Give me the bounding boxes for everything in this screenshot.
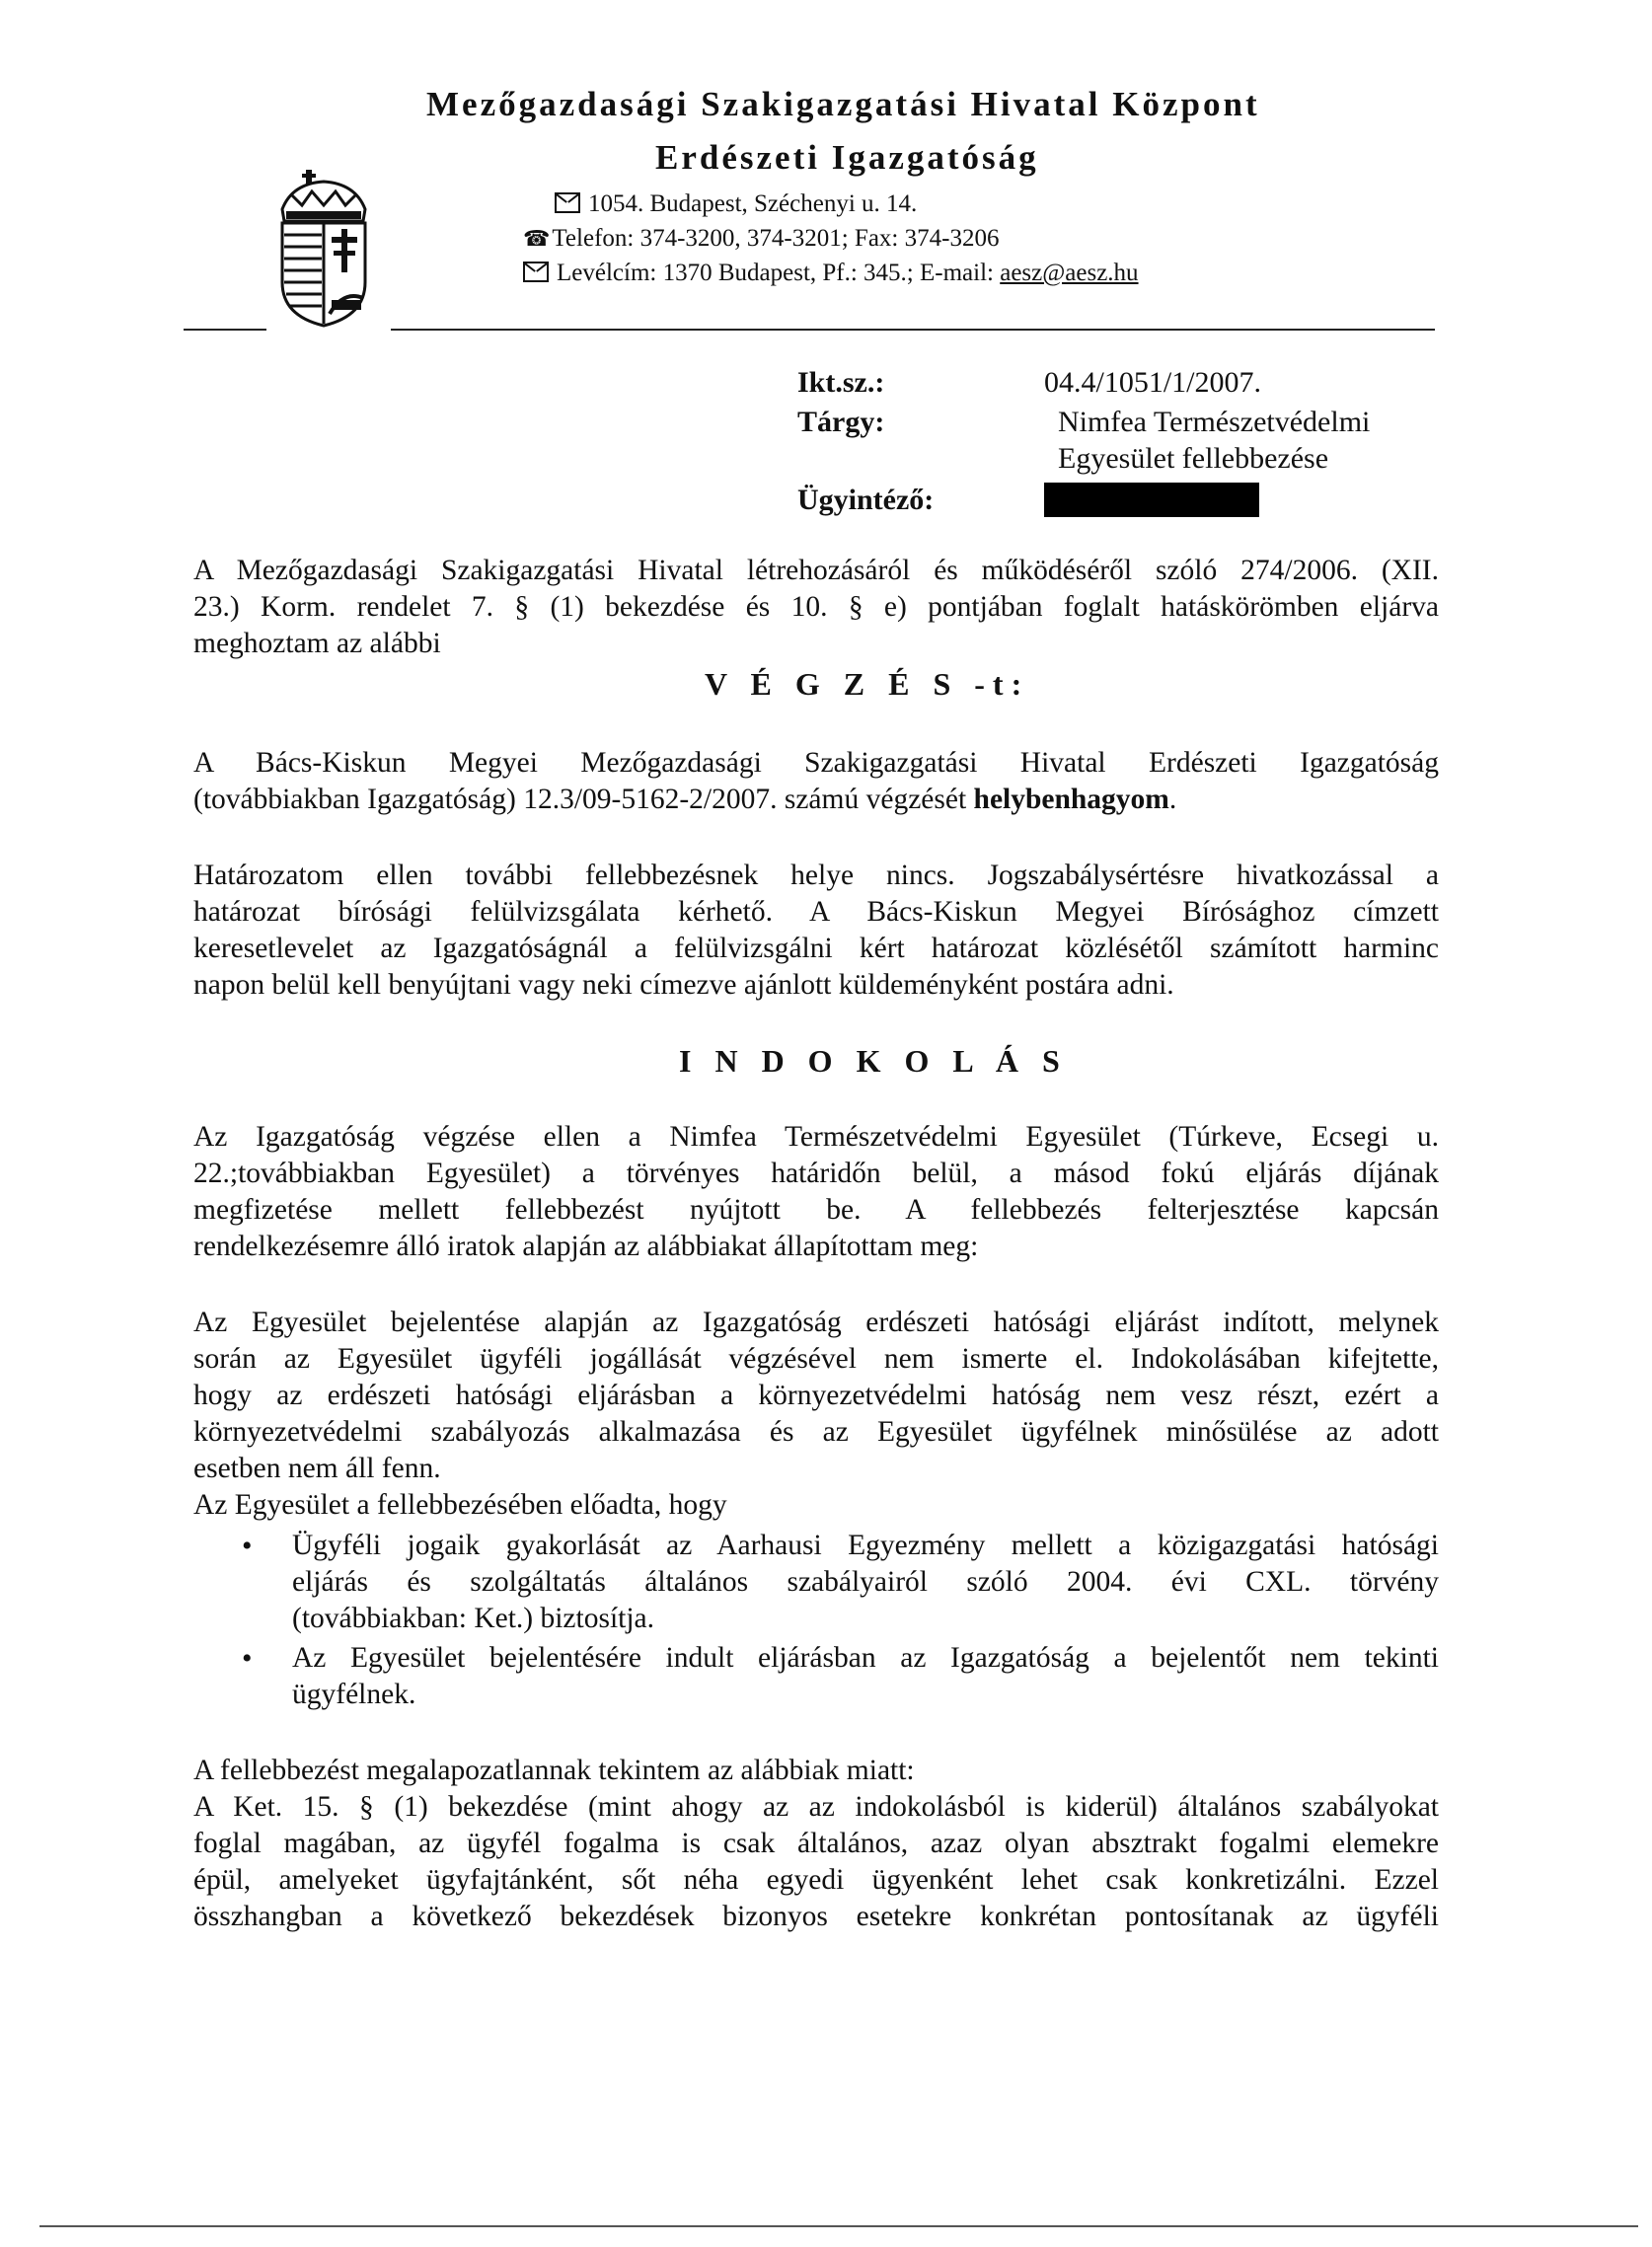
reasoning-paragraph-3: A fellebbezést megalapozatlannak tekintem az alábbiak miatt: A Ket. 15. § (1) bekezdése (mint ahogy az az indokolásból is kiderül) általános szabályokat foglal magában, az ügyfél fogalma is csak általános, azaz olyan absztrakt fogalmi elemekre épül, amelyeket ügyfajtánként, sőt néha egyedi ügyenként lehet csak konkretizálni. Ezzel összhangban a következő bekezdések bizonyos esetekre konkrétan pontosítanak az ügyféli <box>193 1755 1439 1932</box>
header-rule-left <box>184 329 266 331</box>
subject-label: Tárgy: <box>797 406 885 438</box>
bullet-marker: • <box>242 1642 253 1675</box>
subject-value-line2: Egyesület fellebbezése <box>1058 442 1329 475</box>
bullet-item: Ügyféli jogaik gyakorlását az Aarhausi Egyezmény mellett a közigazgatási hatósági eljárás és szolgáltatás általános szabályairól szóló 2004. évi CXL. törvény (továbbiakban: Ket.) biztosítja. <box>292 1530 1439 1634</box>
phone-line: ☎Telefon: 374-3200, 374-3201; Fax: 374-3206 <box>523 225 1000 252</box>
reasoning-heading: I N D O K O L Á S <box>679 1043 1068 1079</box>
reasoning-paragraph-2: Az Egyesület bejelentése alapján az Igazgatóság erdészeti hatósági eljárást indított, melynek során az Egyesület ügyféli jogállását végzésével nem ismerte el. Indokolásában kifejtette, hogy az erdészeti hatósági eljárásban a környezetvédelmi hatóság nem vesz részt, ezért a környezetvédelmi szabályozás alkalmazása és az Egyesület ügyfélnek minősülése az adott esetben nem áll fenn. Az Egyesület a fellebbezésében előadta, hogy <box>193 1307 1439 1521</box>
redacted-officer-name <box>1044 483 1259 517</box>
address-line: 1054. Budapest, Széchenyi u. 14. <box>555 190 917 218</box>
scan-edge-line <box>39 2225 1638 2227</box>
decision-paragraph: A Bács-Kiskun Megyei Mezőgazdasági Szakigazgatási Hivatal Erdészeti Igazgatóság (továbbiakban Igazgatóság) 12.3/09-5162-2/2007. számú végzését helybenhagyom. <box>193 747 1439 815</box>
reference-number-value: 04.4/1051/1/2007. <box>1044 366 1262 399</box>
bullet-item: Az Egyesület bejelentésére indult eljárásban az Igazgatóság a bejelentőt nem tekinti ügyfélnek. <box>292 1642 1439 1710</box>
organization-name: Mezőgazdasági Szakigazgatási Hivatal Központ <box>426 85 1260 123</box>
header-rule-right <box>391 329 1435 331</box>
department-name: Erdészeti Igazgatóság <box>655 138 1039 177</box>
reference-number-label: Ikt.sz.: <box>797 366 885 399</box>
coat-of-arms-icon <box>278 166 369 328</box>
decision-verdict: helybenhagyom <box>973 784 1169 815</box>
telephone-icon: ☎ <box>523 226 551 251</box>
envelope-icon <box>555 192 580 213</box>
case-officer-label: Ügyintéző: <box>797 484 935 516</box>
bullet-marker: • <box>242 1530 253 1562</box>
decision-heading: V É G Z É S -t: <box>705 666 1030 702</box>
intro-paragraph: A Mezőgazdasági Szakigazgatási Hivatal létrehozásáról és működéséről szóló 274/2006. (XII. 23.) Korm. rendelet 7. § (1) bekezdése és 10. § e) pontjában foglalt hatáskörömben eljárva meghoztam az alábbi <box>193 555 1439 659</box>
reasoning-paragraph-1: Az Igazgatóság végzése ellen a Nimfea Természetvédelmi Egyesület (Túrkeve, Ecsegi u. 22.;továbbiakban Egyesület) a törvényes határidőn belül, a másod fokú eljárás díjának megfizetése mellett fellebbezést nyújtott be. A fellebbezés felterjesztése kapcsán rendelkezésemre álló iratok alapján az alábbiakat állapítottam meg: <box>193 1121 1439 1262</box>
mail-line: Levélcím: 1370 Budapest, Pf.: 345.; E-mail: aesz@aesz.hu <box>523 260 1139 287</box>
appeal-paragraph: Határozatom ellen további fellebbezésnek helye nincs. Jogszabálysértésre hivatkozással a határozat bírósági felülvizsgálata kérhető. A Bács-Kiskun Megyei Bírósághoz címzett keresetlevelet az Igazgatóságnál a felülvizsgálni kért határozat közlésétől számított harminc napon belül kell benyújtani vagy neki címezve ajánlott küldeményként postára adni. <box>193 860 1439 1001</box>
envelope-icon <box>523 262 549 282</box>
email-link[interactable]: aesz@aesz.hu <box>1000 260 1139 286</box>
subject-value-line1: Nimfea Természetvédelmi <box>1058 406 1371 438</box>
